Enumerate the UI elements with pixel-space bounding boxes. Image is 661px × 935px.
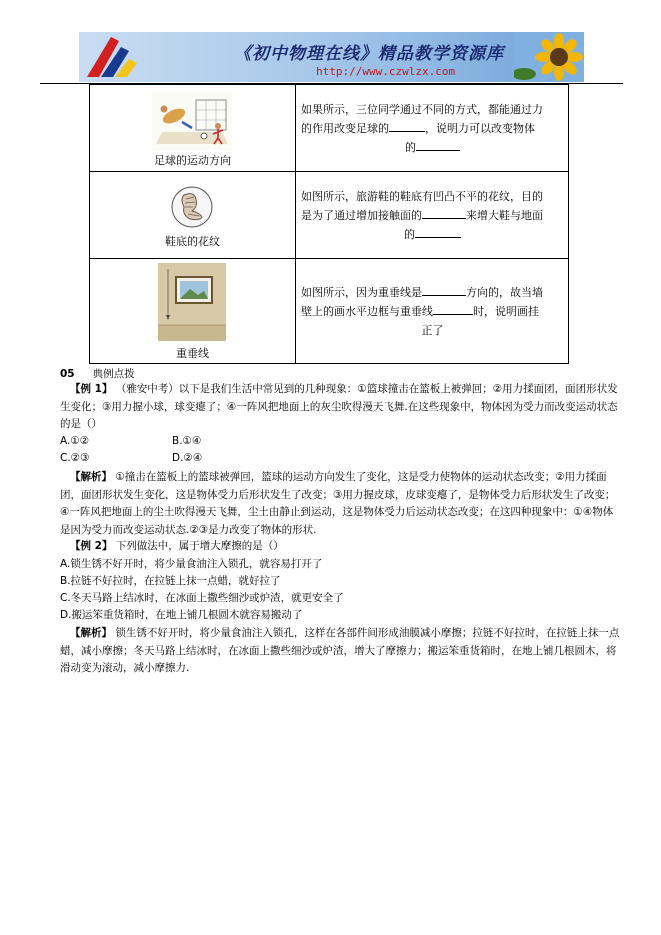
option-a[interactable]: A.①② (60, 435, 90, 447)
analysis-2-text: 锁生锈不好开时，将少量食油注入锁孔，这样在各部件间形成油膜减小摩擦；拉链不好拉时，在拉链上抹一点蜡，减小摩擦；冬天马路上结冰时，在冰面上撒些细沙或炉渣，增大了摩擦力；搬运笨重货箱时，在地上铺几根圆木，将滑动变为滚动，减小摩擦力. (60, 627, 620, 674)
example-1 (60, 381, 622, 434)
option-c[interactable]: C.②③ (60, 452, 90, 464)
option-b[interactable]: B.拉链不好拉时，在拉链上抹一点蜡，就好拉了 (60, 575, 281, 587)
table-text: 如图所示，旅游鞋的鞋底有凹凸不平的花纹，目的 (300, 189, 543, 203)
example-1-text: （雅安中考）以下是我们生活中常见到的几种现象：①篮球撞击在篮板上被弹回；②用力揉面团，面团形状发生变化；③用力握小球，球变瘪了；④一阵风把地面上的灰尘吹得漫天飞舞.在这些现象中，物体因为受力而改变运动状态的是（） (60, 383, 618, 430)
table-cell-image (90, 172, 296, 259)
table-caption: 足球的运动方向 (153, 154, 231, 167)
table-text: ，说明力可以改变物体 (424, 121, 535, 135)
table-cell-text (295, 85, 568, 172)
option-b[interactable]: B.①④ (172, 435, 202, 447)
analysis-1 (60, 469, 622, 539)
example-2-text: 下列做法中，属于增大摩擦的是（） (115, 540, 284, 552)
option-c[interactable]: C.冬天马路上结冰时，在冰面上撒些细沙或炉渣，就更安全了 (60, 592, 344, 604)
sunflower-icon (514, 32, 584, 82)
football-scene-icon (152, 92, 232, 150)
table-caption: 重垂线 (175, 347, 209, 360)
table-row (90, 85, 569, 172)
table-text: 壁上的画水平边框与重垂线 (300, 304, 433, 318)
section-title: 典例点拨 (92, 368, 135, 380)
example-1-tag: 【例 1】 (70, 383, 113, 395)
table-cell-text (295, 172, 568, 259)
table-cell-image (90, 85, 296, 172)
table-text: 方向的，故当墙 (465, 285, 543, 299)
fill-blank[interactable] (389, 121, 425, 132)
table-text: 是为了通过增加接触面的 (300, 208, 422, 222)
fill-blank[interactable] (415, 227, 461, 238)
site-logo-icon (81, 33, 141, 81)
table-row (90, 259, 569, 364)
table-text: 如图所示，因为重垂线是 (300, 285, 422, 299)
fill-blank[interactable] (433, 304, 473, 315)
table-text: 的作用改变足球的 (300, 121, 389, 135)
table-row (90, 172, 569, 259)
option-d[interactable]: D.搬运笨重货箱时，在地上铺几根圆木就容易搬动了 (60, 609, 303, 621)
table-cell-image (90, 259, 296, 364)
fill-blank[interactable] (416, 140, 460, 151)
table-text: 的 (404, 140, 416, 154)
table-caption: 鞋底的花纹 (164, 234, 220, 248)
section-heading (60, 366, 135, 381)
analysis-2-tag: 【解析】 (70, 627, 112, 639)
example-2 (60, 538, 622, 556)
table-text: 正了 (421, 323, 444, 337)
fill-blank[interactable] (422, 285, 466, 296)
analysis-1-text: ①撞击在篮板上的篮球被弹回，篮球的运动方向发生了变化，这是受力使物体的运动状态改变；②用力揉面团，面团形状发生变化，这是物体受力后形状发生了改变；③用力握皮球，皮球变瘪了，是物体受力后形状发生了改变；④一阵风把地面上的尘土吹得漫天飞舞，尘土由静止到运动，这是物体受力后运动状态改变；在这四种现象中：①④物体是因为受力而改变运动状态.②③是力改变了物体的形状. (60, 471, 616, 536)
section-number: 05 (60, 368, 75, 380)
table-text: 的 (403, 227, 415, 241)
site-title: 《初中物理在线》精品教学资源库 (234, 44, 504, 64)
header-banner (79, 32, 584, 82)
site-url[interactable]: http://www.czwlzx.com (316, 65, 456, 78)
option-d[interactable]: D.②④ (172, 452, 203, 464)
example-2-tag: 【例 2】 (70, 540, 113, 552)
concept-table (89, 84, 569, 364)
table-text: 来增大鞋与地面 (465, 208, 543, 222)
table-cell-text (295, 259, 568, 364)
option-a[interactable]: A.锁生锈不好开时，将少量食油注入锁孔，就容易打开了 (60, 558, 323, 570)
plumb-line-scene-icon (158, 263, 226, 341)
fill-blank[interactable] (422, 208, 466, 219)
analysis-1-tag: 【解析】 (70, 471, 112, 483)
table-text: 如果所示，三位同学通过不同的方式，都能通过力 (300, 102, 543, 116)
shoe-sole-icon (170, 185, 214, 229)
analysis-2 (60, 625, 622, 678)
table-text: 时，说明画挂 (472, 304, 539, 318)
